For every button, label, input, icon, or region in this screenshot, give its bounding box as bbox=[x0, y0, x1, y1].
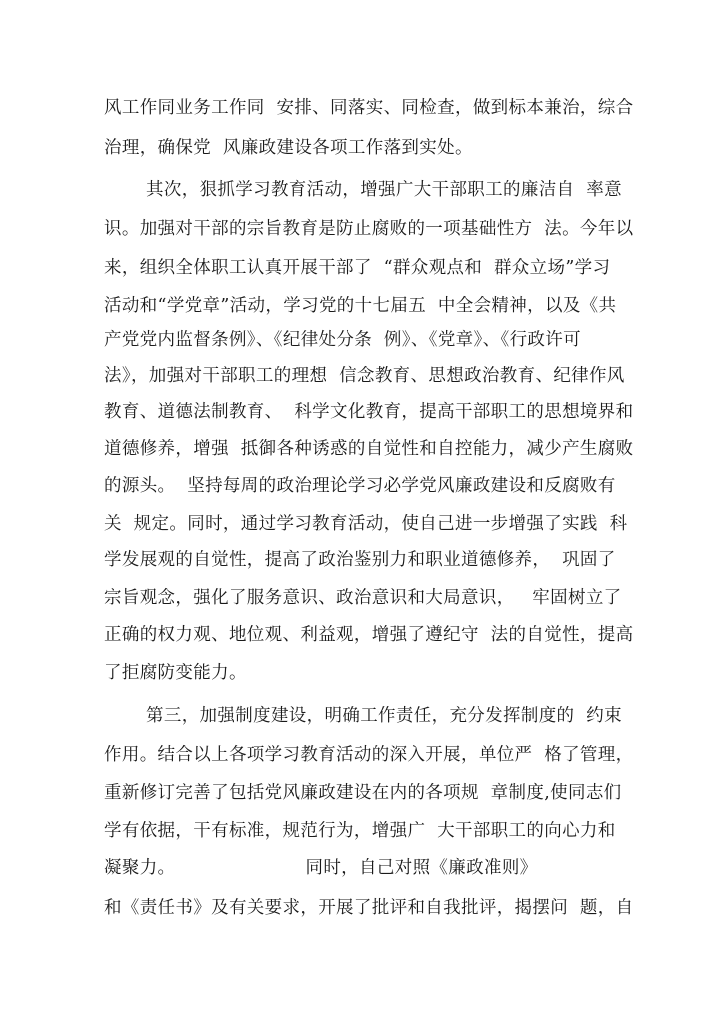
text-line: 重新修订完善了包括党风廉政建设在内的各项规 章制度,使同志们 bbox=[104, 783, 622, 803]
text-line: 正确的权力观、地位观、利益观，增强了遵纪守 法的自觉性，提高 bbox=[104, 625, 634, 645]
text-line: 法》，加强对干部职工的理想 信念教育、思想政治教育、纪律作风 bbox=[104, 366, 625, 386]
text-line: 道德修养，增强 抵御各种诱惑的自觉性和自控能力，减少产生腐败 bbox=[104, 439, 634, 459]
text-line: 学有依据，干有标准，规范行为，增强广 大干部职工的向心力和 bbox=[104, 821, 616, 841]
paragraph-start-line: 其次，狠抓学习教育活动，增强广大干部职工的廉洁自 率意 bbox=[146, 180, 622, 200]
paragraph-start-line: 第三，加强制度建设，明确工作责任，充分发挥制度的 约束 bbox=[146, 706, 622, 726]
text-line: 学发展观的自觉性，提高了政治鉴别力和职业道德修养， 巩固了 bbox=[104, 550, 616, 570]
text-line: 产党党内监督条例》、《纪律处分条 例》、《党章》、《行政许可 bbox=[104, 330, 581, 350]
text-line: 和《责任书》及有关要求，开展了批评和自我批评，揭摆问 题，自 bbox=[104, 898, 634, 918]
text-line: 治理，确保党 风廉政建设各项工作落到实处。 bbox=[104, 138, 473, 158]
text-line: 宗旨观念，强化了服务意识、政治意识和大局意识， 牢固树立了 bbox=[104, 588, 622, 608]
text-line: 教育、道德法制教育、 科学文化教育，提高干部职工的思想境界和 bbox=[104, 402, 634, 422]
text-line: 作用。结合以上各项学习教育活动的深入开展，单位严 格了管理， bbox=[104, 745, 634, 765]
text-line: 凝聚力。 同时，自己对照《廉政准则》 bbox=[104, 858, 538, 878]
text-line: 了拒腐防变能力。 bbox=[104, 663, 247, 683]
text-line: 的源头。 坚持每周的政治理论学习必学党风廉政建设和反腐败有 bbox=[104, 476, 616, 496]
text-line: 活动和“学党章”活动，学习党的十七届五 中全会精神，以及《共 bbox=[104, 296, 617, 316]
text-line: 来，组织全体职工认真开展干部了 “群众观点和 群众立场”学习 bbox=[104, 258, 611, 278]
text-line: 识。加强对干部的宗旨教育是防止腐败的一项基础性方 法。今年以 bbox=[104, 219, 634, 239]
text-line: 风工作同业务工作同 安排、同落实、同检查，做到标本兼治，综合 bbox=[104, 98, 634, 118]
text-line: 关 规定。同时，通过学习教育活动，使自己进一步增强了实践 科 bbox=[104, 514, 628, 534]
